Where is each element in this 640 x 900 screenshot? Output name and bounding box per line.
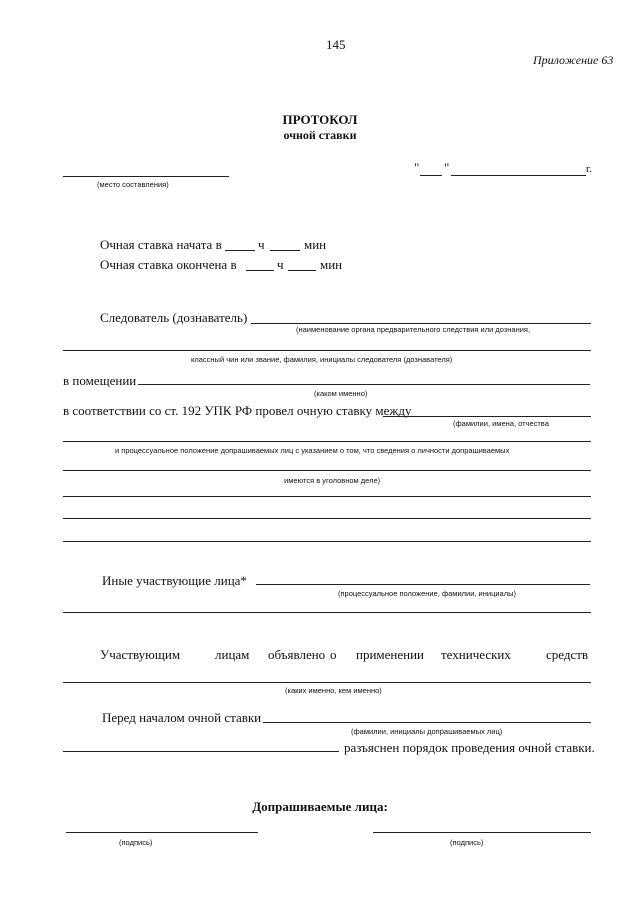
start-hours-line[interactable]	[225, 250, 255, 251]
interrogated-title: Допрашиваемые лица:	[252, 799, 388, 814]
appendix-label: Приложение 63	[533, 53, 614, 67]
end-label: Очная ставка окончена в	[100, 257, 237, 272]
date-day-line[interactable]	[420, 175, 442, 176]
before-label: Перед началом очной ставки	[102, 710, 262, 725]
end-minutes-line[interactable]	[288, 270, 316, 271]
before-caption: (фамилии, инициалы допрашиваемых лиц)	[351, 727, 503, 736]
end-m-unit: мин	[320, 257, 343, 272]
signature-right-line[interactable]	[373, 832, 591, 833]
signature-right-caption: (подпись)	[450, 838, 484, 847]
before-line[interactable]	[263, 722, 591, 723]
before-line-2[interactable]	[63, 751, 339, 752]
participants-line-4[interactable]	[63, 518, 591, 519]
date-year-suffix: г.	[586, 163, 593, 175]
participants-line-5[interactable]	[63, 541, 591, 542]
start-h-unit: ч	[258, 237, 265, 252]
end-hours-line[interactable]	[246, 270, 274, 271]
technical-word-6: технических	[441, 647, 511, 662]
technical-word-1: Участвующим	[100, 647, 181, 662]
others-caption: (процессуальное положение, фамилии, инициалы)	[338, 589, 516, 598]
page-number: 145	[326, 37, 346, 52]
participants-line-3[interactable]	[63, 496, 591, 497]
investigator-line-2[interactable]	[63, 350, 591, 351]
date-quote-close: "	[444, 160, 450, 175]
signature-left-caption: (подпись)	[119, 838, 153, 847]
room-caption: (каком именно)	[314, 389, 368, 398]
before-explained: разъяснен порядок проведения очной ставки.	[344, 740, 595, 755]
participants-line-2[interactable]	[63, 470, 591, 471]
place-line[interactable]	[63, 176, 229, 177]
document-title: ПРОТОКОЛ	[282, 112, 358, 127]
participants-line-1[interactable]	[63, 441, 591, 442]
room-label: в помещении	[63, 373, 137, 388]
technical-word-5: применении	[356, 647, 425, 662]
investigator-caption-2: классный чин или звание, фамилия, инициалы следователя (дознавателя)	[191, 355, 453, 364]
others-label: Иные участвующие лица*	[102, 573, 247, 588]
signature-left-line[interactable]	[66, 832, 258, 833]
place-caption: (место составления)	[97, 180, 169, 189]
investigator-line[interactable]	[251, 323, 591, 324]
technical-line[interactable]	[63, 682, 591, 683]
accordance-label: в соответствии со ст. 192 УПК РФ провел очную ставку между	[63, 403, 412, 418]
start-minutes-line[interactable]	[270, 250, 300, 251]
others-line[interactable]	[256, 584, 590, 585]
investigator-caption-1: (наименование органа предварительного следствия или дознания,	[296, 325, 531, 334]
accordance-caption-2: и процессуальное положение допрашиваемых лиц с указанием о том, что сведения о личности допрашиваемых	[115, 446, 510, 455]
technical-word-4: о	[330, 647, 337, 662]
technical-word-7: средств	[546, 647, 589, 662]
technical-caption: (каких именно, кем именно)	[285, 686, 382, 695]
end-h-unit: ч	[277, 257, 284, 272]
accordance-line[interactable]	[383, 416, 591, 417]
room-line[interactable]	[138, 384, 590, 385]
accordance-caption-3: имеются в уголовном деле)	[284, 476, 381, 485]
technical-word-3: объявлено	[268, 647, 326, 662]
investigator-label: Следователь (дознаватель)	[100, 310, 248, 325]
date-month-year-line[interactable]	[451, 175, 586, 176]
accordance-caption-1: (фамилии, имена, отчества	[453, 419, 549, 428]
others-line-2[interactable]	[63, 612, 591, 613]
start-label: Очная ставка начата в	[100, 237, 222, 252]
date-quote-open: "	[414, 160, 420, 175]
document-subtitle: очной ставки	[283, 128, 357, 142]
technical-word-2: лицам	[215, 647, 250, 662]
start-m-unit: мин	[304, 237, 327, 252]
